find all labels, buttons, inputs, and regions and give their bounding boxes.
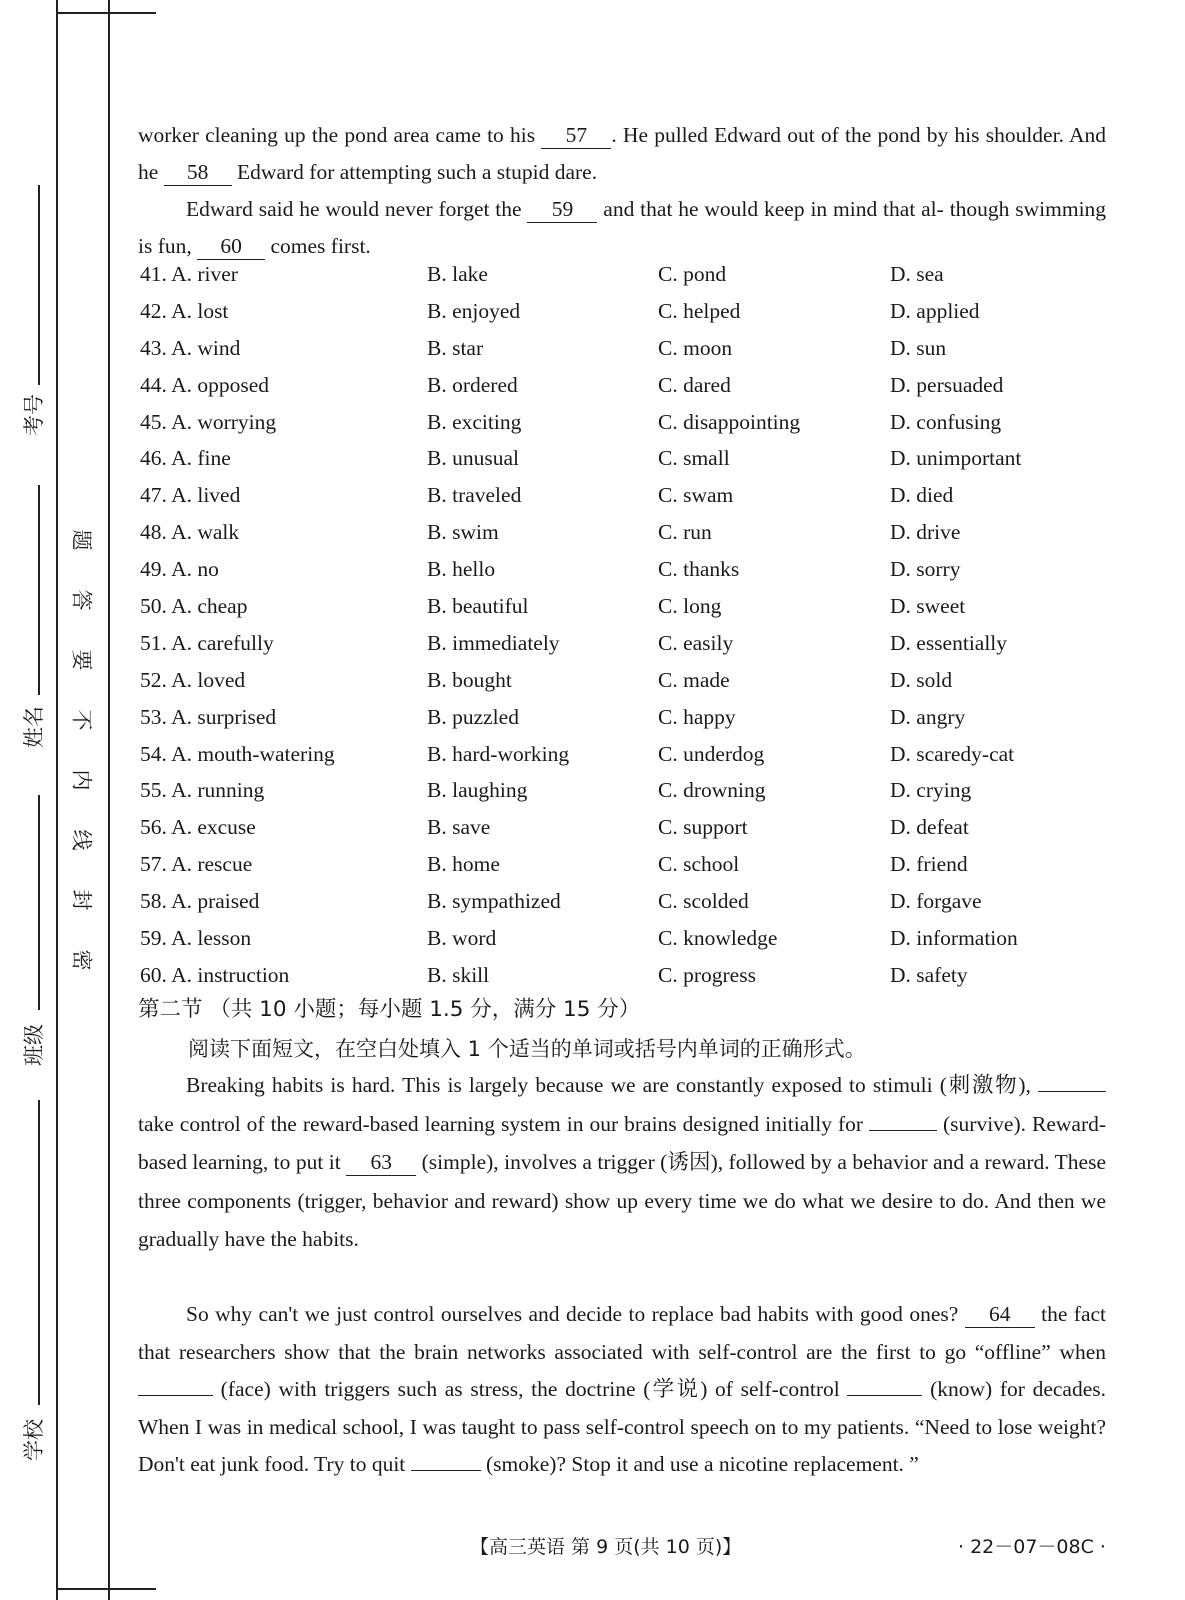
option-a: 48. A. walk (140, 520, 240, 545)
option-d: D. applied (890, 298, 980, 323)
option-d: D. safety (890, 962, 968, 987)
passage-text: (face) with triggers such as stress, the doctrine (学说) of self-control (220, 1377, 840, 1401)
option-b: B. hard-working (427, 741, 570, 766)
name-label: 姓名 (22, 706, 46, 748)
option-d: D. sold (890, 667, 953, 692)
blank-66 (847, 1395, 922, 1396)
option-row (140, 262, 1100, 299)
option-c: C. moon (658, 335, 733, 360)
option-d: D. friend (890, 852, 968, 877)
option-b: B. hello (427, 557, 496, 582)
option-row (140, 705, 1100, 742)
seal-char: 题 (69, 529, 93, 551)
option-row (140, 815, 1100, 852)
passage-text: So why can't we just control ourselves and decide to replace bad habits with good ones? (186, 1302, 959, 1326)
option-b: B. save (427, 815, 491, 840)
seal-char: 要 (69, 649, 93, 671)
option-c: C. swam (658, 483, 734, 508)
option-a: 55. A. running (140, 778, 265, 803)
option-b: B. swim (427, 520, 499, 545)
class-field[interactable] (38, 795, 40, 1010)
option-c: C. underdog (658, 741, 765, 766)
option-row (140, 557, 1100, 594)
seal-char: 密 (69, 949, 93, 971)
option-c: C. support (658, 815, 748, 840)
option-a: 45. A. worrying (140, 409, 277, 434)
option-row (140, 520, 1100, 557)
option-row (140, 742, 1100, 779)
option-row (140, 889, 1100, 926)
seal-char: 不 (69, 709, 93, 731)
option-row (140, 299, 1100, 336)
option-d: D. drive (890, 520, 961, 545)
option-a: 56. A. excuse (140, 815, 256, 840)
option-a: 58. A. praised (140, 889, 260, 914)
option-c: C. easily (658, 630, 734, 655)
option-d: D. sorry (890, 557, 961, 582)
option-d: D. angry (890, 704, 966, 729)
option-b: B. lake (427, 262, 488, 286)
option-a: 57. A. rescue (140, 852, 253, 877)
passage-text: Edward for attempting such a stupid dare. (237, 160, 598, 184)
page-footer-code: · 22－07－08C · (958, 1536, 1106, 1558)
options-table (140, 262, 1100, 1000)
class-label: 班级 (22, 1024, 46, 1066)
option-a: 43. A. wind (140, 335, 241, 360)
option-a: 53. A. surprised (140, 704, 277, 729)
passage-text: . He pulled Edward out of the pond by (611, 123, 949, 147)
seal-char: 线 (69, 829, 93, 851)
section-instruction: 阅读下面短文，在空白处填入 1 个适当的单词或括号内单词的正确形式。 (188, 1037, 866, 1061)
option-c: C. scolded (658, 889, 749, 914)
passage-text: (simple), involves a trigger (诱因), followed by a behavior and a reward. These three components (trigger, behavior and reward) show up every time we do what we desire to do. And then we gradually have the habits. (138, 1150, 1107, 1251)
option-b: B. bought (427, 667, 512, 692)
passage-text: and that he would keep in mind that al- (603, 197, 944, 221)
seal-char: 答 (69, 589, 93, 611)
passage-text: though swimming is fun, (138, 197, 1107, 258)
option-b: B. unusual (427, 446, 519, 471)
option-b: B. skill (427, 962, 490, 987)
option-a: 60. A. instruction (140, 962, 290, 987)
option-d: D. confusing (890, 409, 1002, 434)
passage-text: comes first. (270, 234, 371, 258)
option-row (140, 668, 1100, 705)
option-row (140, 778, 1100, 815)
blank-63: 63 (346, 1149, 416, 1176)
option-d: D. information (890, 926, 1018, 951)
option-c: C. knowledge (658, 926, 778, 951)
page-footer-center: 【高三英语 第 9 页(共 10 页)】 (470, 1536, 742, 1558)
option-a: 47. A. lived (140, 483, 241, 508)
option-row (140, 631, 1100, 668)
option-a: 49. A. no (140, 557, 219, 582)
blank-59: 59 (527, 196, 597, 223)
blank-61 (1038, 1091, 1106, 1092)
option-b: B. exciting (427, 409, 522, 434)
option-c: C. school (658, 852, 740, 877)
passage2-para2 (138, 1296, 1106, 1484)
blank-67 (411, 1470, 481, 1471)
option-c: C. long (658, 594, 722, 619)
option-row (140, 852, 1100, 889)
school-label: 学校 (22, 1419, 46, 1461)
option-a: 42. A. lost (140, 298, 229, 323)
option-d: D. scaredy-cat (890, 741, 1015, 766)
passage-text: worker cleaning up the pond area came to his (138, 123, 536, 147)
seal-line-notice (62, 525, 102, 975)
option-d: D. persuaded (890, 372, 1004, 397)
option-a: 54. A. mouth-watering (140, 741, 335, 766)
option-c: C. progress (658, 962, 756, 987)
option-d: D. forgave (890, 889, 982, 914)
option-d: D. sun (890, 335, 947, 360)
option-c: C. thanks (658, 557, 740, 582)
name-field[interactable] (38, 485, 40, 695)
option-b: B. immediately (427, 630, 560, 655)
option-d: D. sea (890, 262, 944, 286)
option-c: C. helped (658, 298, 741, 323)
option-b: B. enjoyed (427, 298, 521, 323)
option-b: B. traveled (427, 483, 522, 508)
school-field[interactable] (38, 1100, 40, 1405)
option-c: C. disappointing (658, 409, 801, 434)
option-row (140, 926, 1100, 963)
option-a: 51. A. carefully (140, 630, 274, 655)
option-d: D. crying (890, 778, 972, 803)
blank-58: 58 (164, 159, 232, 186)
option-b: B. home (427, 852, 500, 877)
passage-text: his shoulder. And he (138, 123, 1107, 184)
passage-text: the fact that researchers show that the brain networks associated with self-control are the first to go “offline” when (138, 1302, 1107, 1364)
passage-text: Edward said he would never forget the (186, 197, 522, 221)
option-a: 50. A. cheap (140, 594, 248, 619)
passage2-para1 (138, 1066, 1106, 1259)
blank-57: 57 (541, 122, 611, 149)
option-b: B. laughing (427, 778, 528, 803)
passage-top-para2 (138, 191, 1106, 265)
passage-text: (smoke)? Stop it and use a nicotine replacement. ” (486, 1452, 919, 1476)
option-c: C. drowning (658, 778, 766, 803)
option-a: 52. A. loved (140, 667, 246, 692)
option-row (140, 410, 1100, 447)
option-b: B. puzzled (427, 704, 519, 729)
option-c: C. made (658, 667, 730, 692)
passage-text: (know) for decades. When I was in medical school, I was taught to pass self-control speech on to my patients. “Need to lose weight? Don't eat junk food. Try to quit (138, 1377, 1107, 1476)
section-heading: 第二节 （共 10 小题；每小题 1.5 分，满分 15 分） (138, 997, 641, 1022)
option-d: D. died (890, 483, 954, 508)
option-row (140, 373, 1100, 410)
blank-62 (869, 1130, 937, 1131)
margin-border-bottom (56, 1588, 156, 1590)
option-b: B. word (427, 926, 497, 951)
option-b: B. sympathized (427, 889, 561, 914)
option-a: 59. A. lesson (140, 926, 252, 951)
passage-text: Breaking habits is hard. This is largely because we are constantly exposed to stimuli (刺激物), (186, 1073, 1031, 1097)
seal-char: 内 (69, 769, 93, 791)
margin-border-inner (108, 0, 110, 1600)
exam-number-label: 考号 (22, 394, 46, 436)
option-c: C. happy (658, 704, 736, 729)
blank-65 (138, 1395, 213, 1396)
seal-char: 封 (69, 889, 93, 911)
blank-60: 60 (197, 233, 265, 260)
option-a: 44. A. opposed (140, 372, 269, 397)
option-row (140, 446, 1100, 483)
margin-border-top (56, 12, 156, 14)
option-a: 41. A. river (140, 262, 238, 286)
option-d: D. essentially (890, 630, 1008, 655)
option-c: C. small (658, 446, 730, 471)
option-b: B. beautiful (427, 594, 529, 619)
option-a: 46. A. fine (140, 446, 231, 471)
option-b: B. ordered (427, 372, 518, 397)
option-d: D. sweet (890, 594, 966, 619)
blank-64: 64 (965, 1301, 1035, 1328)
option-d: D. defeat (890, 815, 969, 840)
option-c: C. pond (658, 262, 727, 286)
passage-text: take control of the reward-based learning system in our brains designed initially for (138, 1111, 864, 1136)
option-c: C. dared (658, 372, 731, 397)
option-row (140, 594, 1100, 631)
passage-text: (survive). Reward-based learning, to put it (138, 1111, 1107, 1174)
option-d: D. unimportant (890, 446, 1022, 471)
option-c: C. run (658, 520, 712, 545)
passage-top (138, 117, 1106, 191)
exam-number-field[interactable] (38, 185, 40, 385)
option-b: B. star (427, 335, 484, 360)
option-row (140, 336, 1100, 373)
option-row (140, 483, 1100, 520)
margin-border-outer (56, 0, 58, 1600)
